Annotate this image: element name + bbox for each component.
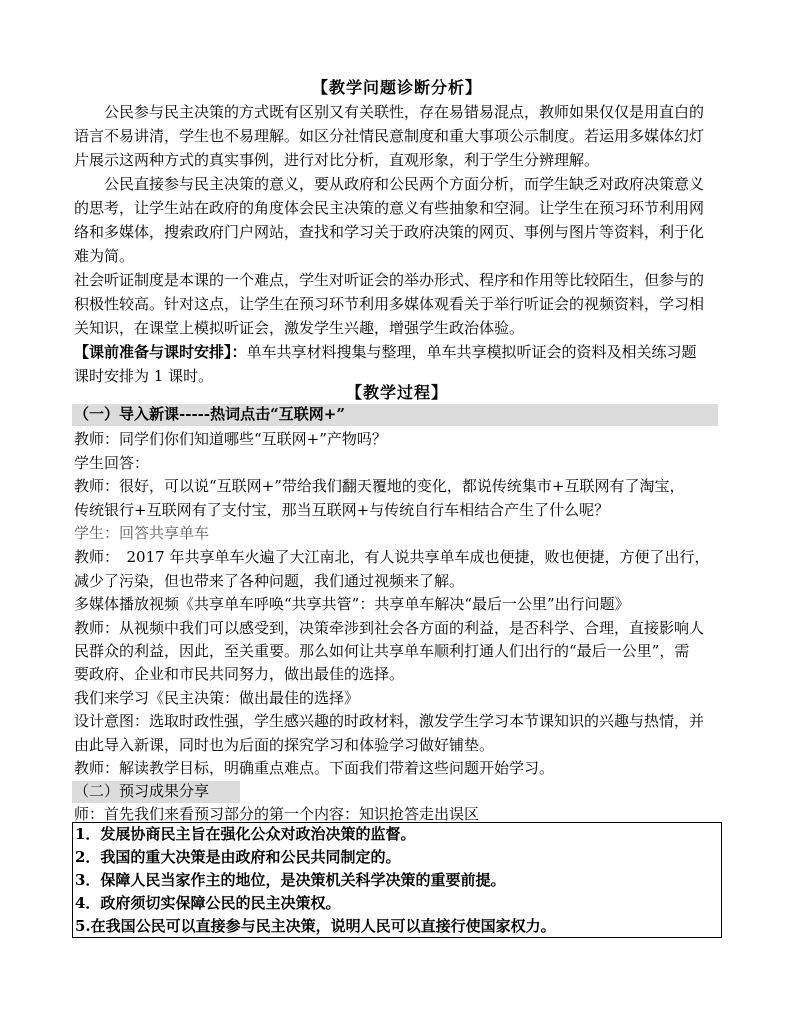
dialog-line: 我们来学习《民主决策：做出最佳的选择》 [74,689,360,707]
quiz-box [72,822,722,938]
prep-label: 【课前准备与课时安排】： [74,343,247,361]
prep-line [74,341,697,364]
paragraph-line: 积极性较高。针对这点，让学生在预习环节利用多媒体观看关于举行听证会的视频资料，学习相 [74,295,705,313]
dialog-line: 设计意图：选取时政性强，学生感兴趣的时政材料，激发学生学习本节课知识的兴趣与热情，并 [74,712,705,730]
heading-process: 【教学过程】 [345,383,448,402]
quiz-item: 2．我国的重大决策是由政府和公民共同制定的。 [75,848,401,866]
paragraph-line: 难为简。 [74,247,135,265]
dialog-line: 教师： 2017 年共享单车火遍了大江南北，有人说共享单车成也便捷，败也便捷，方便了出行， [74,548,710,566]
dialog-line: 要政府、企业和市民共同努力，做出最佳的选择。 [74,665,405,683]
dialog-line: 由此导入新课，同时也为后面的探究学习和体验学习做好铺垫。 [74,736,495,754]
dialog-line: 减少了污染，但也带来了各种问题，我们通过视频来了解。 [74,572,465,590]
quiz-item: 4．政府须切实保障公民的民主决策权。 [75,894,341,912]
student-answer: 学生：回答共享单车 [74,524,210,542]
intro-line: 师：首先我们来看预习部分的第一个内容：知识抢答走出误区 [74,805,480,823]
quiz-item: 5.在我国公民可以直接参与民主决策，说明人民可以直接行使国家权力。 [75,917,556,935]
paragraph-line: 社会听证制度是本课的一个难点，学生对听证会的举办形式、程序和作用等比较陌生，但参与的 [74,271,705,289]
dialog-line: 民群众的利益，因此，至关重要。那么如何让共享单车顺利打通人们出行的“最后一公里”，需 [74,642,690,660]
paragraph-line: 的思考，让学生站在政府的角度体会民主决策的意义有些抽象和空洞。让学生在预习环节利用网 [74,199,705,217]
dialog-line: 教师：同学们你们知道哪些“互联网+”产物吗？ [74,430,387,448]
quiz-item: 3．保障人民当家作主的地位，是决策机关科学决策的重要前提。 [75,871,506,889]
heading-diagnosis: 【教学问题诊断分析】 [311,78,482,97]
paragraph-line: 关知识，在课堂上模拟听证会，激发学生兴趣，增强学生政治体验。 [74,319,525,337]
dialog-line: 教师：从视频中我们可以感受到，决策牵涉到社会各方面的利益，是否科学、合理，直接影响人 [74,619,705,637]
quiz-item: 1．发展协商民主旨在强化公众对政治决策的监督。 [75,825,416,843]
dialog-line: 教师：解读教学目标，明确重点难点。下面我们带着这些问题开始学习。 [74,759,555,777]
paragraph-line: 公民参与民主决策的方式既有区别又有关联性，存在易错易混点，教师如果仅仅是用直白的 [74,103,705,121]
prep-line-2: 课时安排为 1 课时。 [74,367,214,385]
paragraph-line: 语言不易讲清，学生也不易理解。如区分社情民意制度和重大事项公示制度。若运用多媒体幻灯 [74,127,705,145]
section-title-1: （一）导入新课-----热词点击“互联网+” [74,405,345,423]
prep-text: 单车共享材料搜集与整理，单车共享模拟听证会的资料及相关练习题 [246,343,697,361]
dialog-line: 多媒体播放视频《共享单车呼唤“共享共管”：共享单车解决“最后一公里”出行问题》 [74,595,630,613]
section-title-2: （二）预习成果分享 [74,782,210,800]
paragraph-line: 公民直接参与民主决策的意义，要从政府和公民两个方面分析，而学生缺乏对政府决策意义 [74,175,705,193]
dialog-line: 教师：很好，可以说“互联网+”带给我们翻天覆地的变化，都说传统集市+互联网有了淘宝， [74,477,685,495]
paragraph-line: 络和多媒体，搜索政府门户网站，查找和学习关于政府决策的网页、事例与图片等资料，利于化 [74,223,705,241]
dialog-line: 学生回答： [74,454,150,472]
dialog-line: 传统银行+互联网有了支付宝，那当互联网+与传统自行车相结合产生了什么呢？ [74,501,610,519]
paragraph-line: 片展示这两种方式的真实事例，进行对比分析，直观形象，利于学生分辨理解。 [74,151,600,169]
